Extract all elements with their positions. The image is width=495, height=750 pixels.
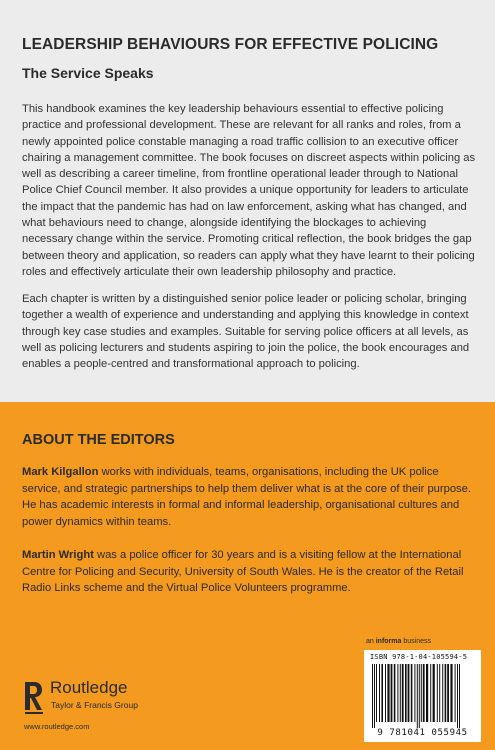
publisher-name: Routledge bbox=[50, 678, 128, 697]
editor-bio-text-2: was a police officer for 30 years and is a visiting fellow at the International Centre for Policing and Security, University of South Wales. He is the creator of the Retail Radio Links scheme and the Virtual Police Volunteers programme. bbox=[22, 549, 464, 595]
informa-business-label: an informa business bbox=[366, 638, 431, 645]
publisher-group: Taylor & Francis Group bbox=[51, 700, 138, 710]
isbn-label: ISBN 978-1-04-105594-5 bbox=[370, 653, 468, 661]
editor-name-1: Mark Kilgallon bbox=[22, 466, 99, 478]
publisher-url: www.routledge.com bbox=[24, 722, 90, 731]
barcode-bars bbox=[370, 664, 475, 728]
description-paragraph-2: Each chapter is written by a distinguished senior police leader or policing scholar, bringing together a wealth of experience and understanding and applying this knowledge in context through key case studies and examples. Suitable for serving police officers at all levels, as well as policing lecturers and students aspiring to join the police, the book encourages and enables a people-centred and transformational approach to policing. bbox=[22, 293, 470, 371]
description-paragraph-1: This handbook examines the key leadership behaviours essential to effective policing practice and professional development. These are relevant for all ranks and roles, from a newly appointed police constable managing a road traffic collision to an executive officer chairing a management committee. The book focuses on discreet aspects within policing as well as describing a career timeline, from frontline operational leader through to National Police Chief Council member. It also provides a unique opportunity for leaders to articulate the impact that the pandemic has had on law enforcement, asking what has changed, and what behaviours need to change, alongside identifying the blockages to achieving necessary change within the service. Promoting critical reflection, the book bridges the gap between theory and application, so readers can apply what they have learnt to their policing roles and effectively articulate their own leadership philosophy and practice. bbox=[22, 103, 476, 278]
editor-bio-2 bbox=[22, 547, 480, 597]
about-editors-heading: ABOUT THE EDITORS bbox=[22, 432, 175, 448]
routledge-r-icon bbox=[22, 676, 46, 716]
editor-name-2: Martin Wright bbox=[22, 549, 94, 561]
editor-bio-1 bbox=[22, 464, 480, 530]
book-subtitle: The Service Speaks bbox=[22, 65, 154, 81]
publisher-logo bbox=[22, 676, 182, 736]
editor-bio-text-1: works with individuals, teams, organisations, including the UK police service, and strategic partnerships to help them deliver what is at the core of their purpose. He has academic interests in formal and informal leadership, organisational cultures and power dynamics within teams. bbox=[22, 466, 471, 528]
editors-panel bbox=[0, 402, 495, 750]
barcode-digits: 9 781041 055945 bbox=[377, 728, 468, 738]
barcode bbox=[364, 650, 481, 742]
book-title: LEADERSHIP BEHAVIOURS FOR EFFECTIVE POLICING bbox=[22, 36, 439, 53]
